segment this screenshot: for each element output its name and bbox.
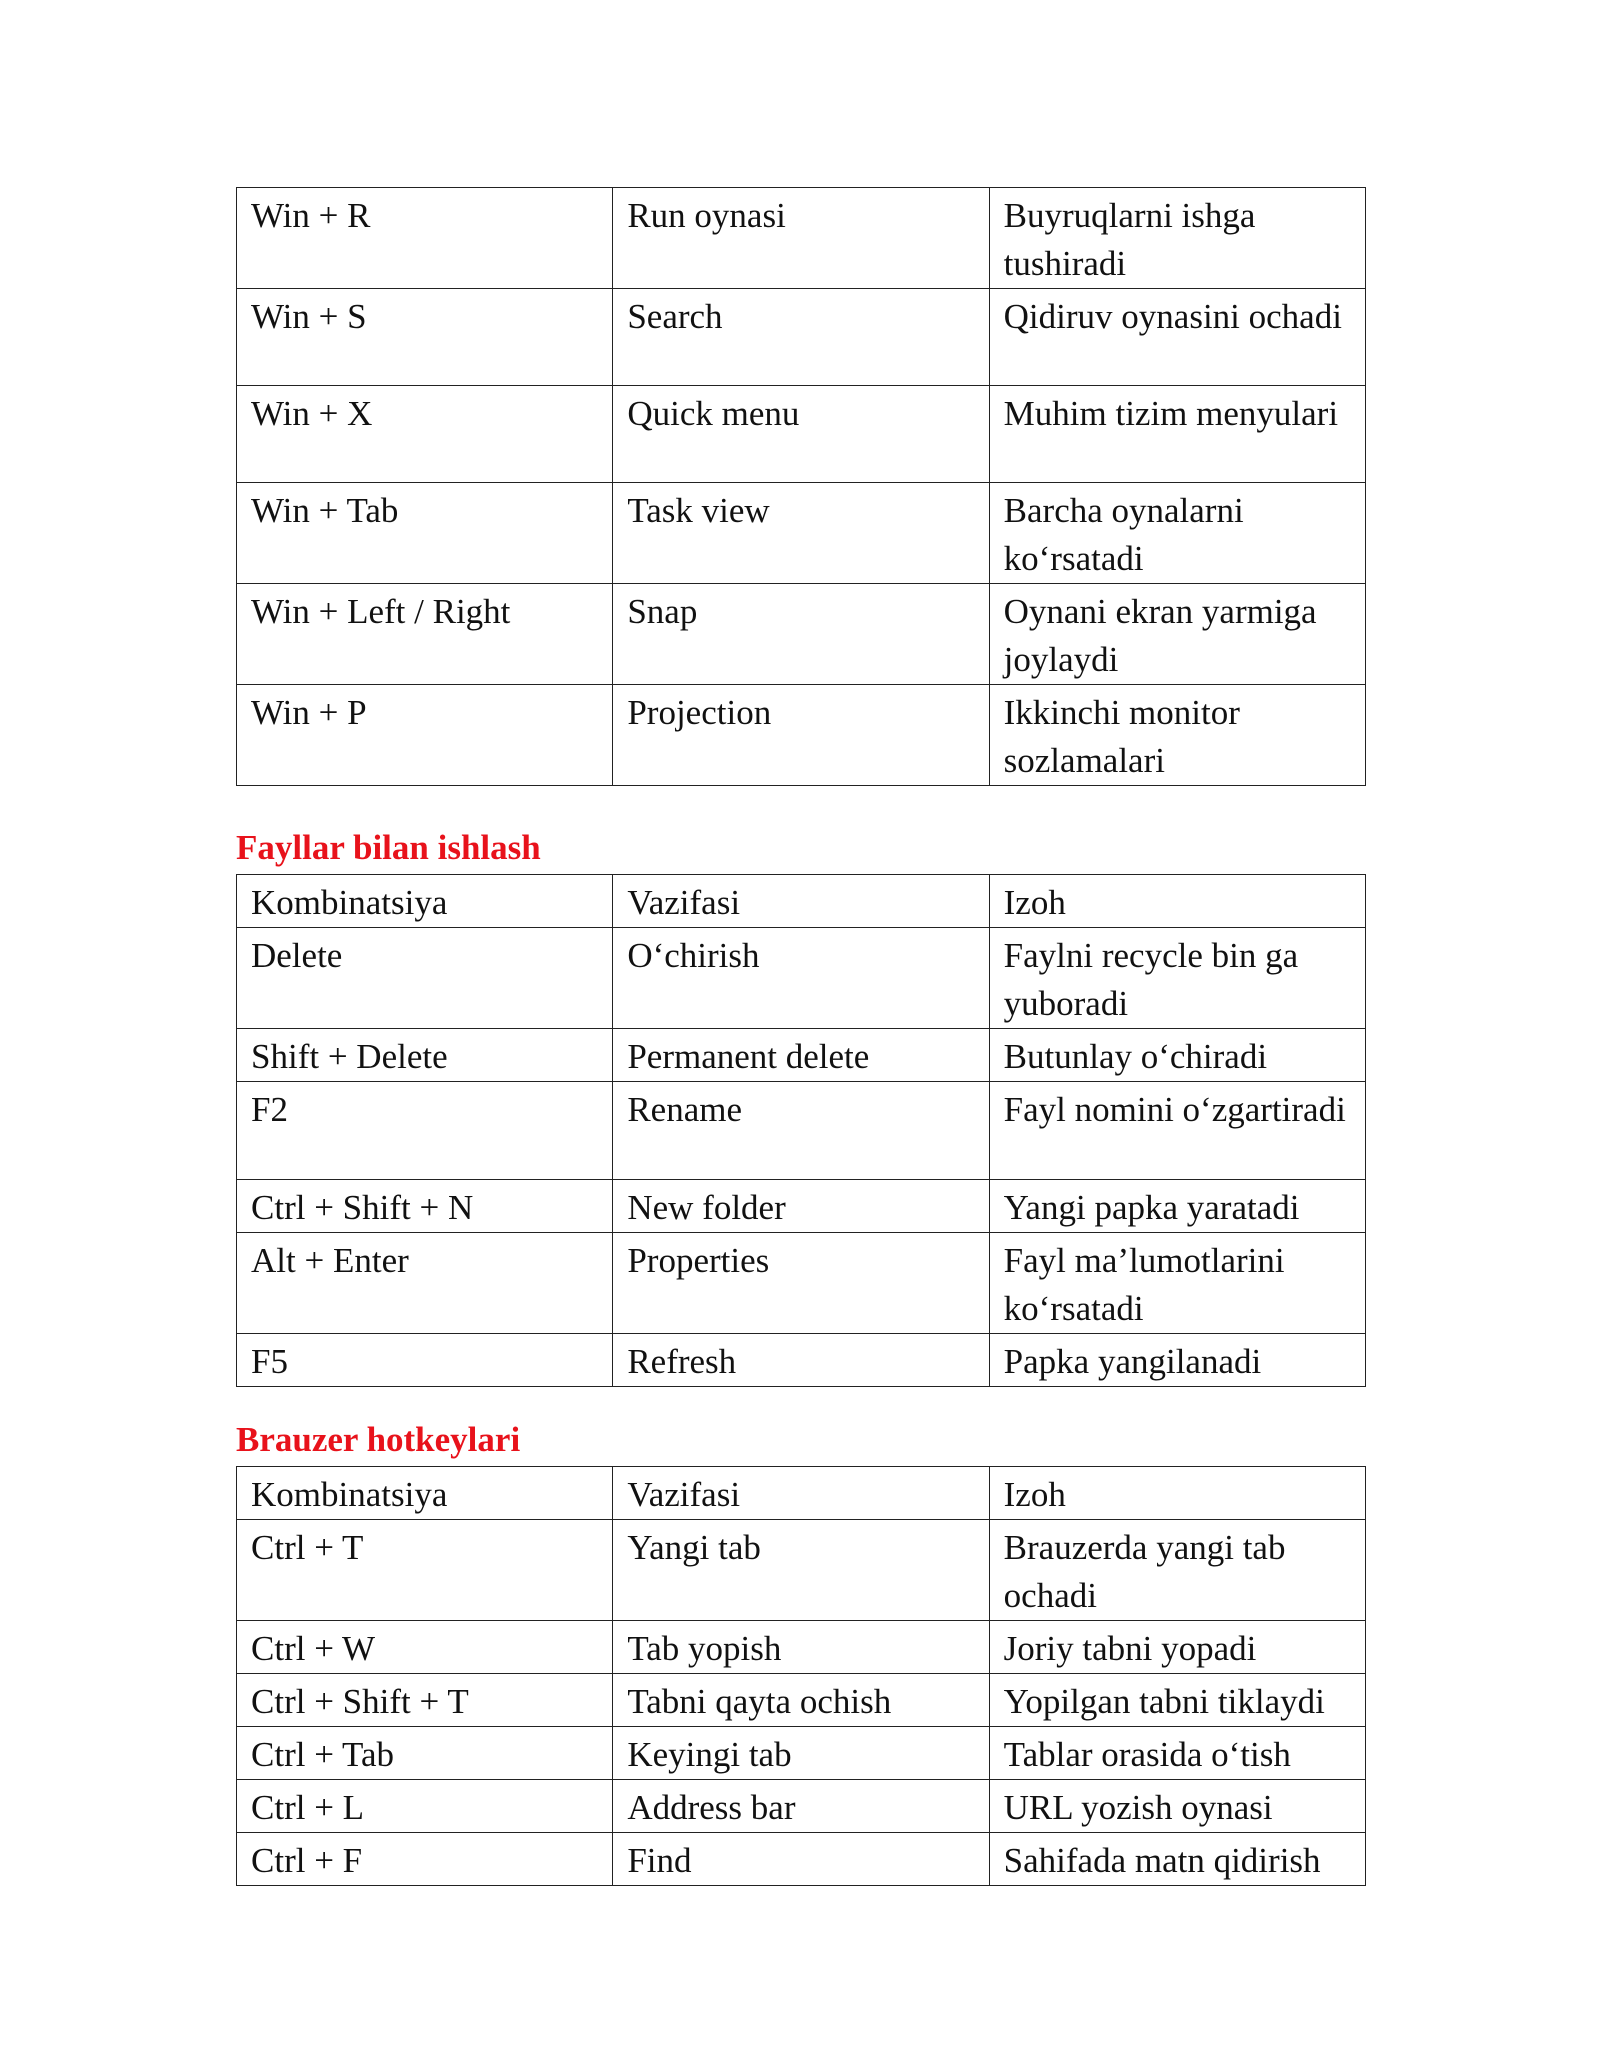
table-header-row — [237, 875, 1366, 928]
file-shortcuts-table — [236, 874, 1366, 1387]
table-row — [237, 1727, 1366, 1780]
shortcut-cell: Win + Tab — [237, 483, 613, 584]
table-row — [237, 188, 1366, 289]
table-row — [237, 1180, 1366, 1233]
shortcut-cell: Shift + Delete — [237, 1029, 613, 1082]
description-cell: Butunlay o‘chiradi — [989, 1029, 1365, 1082]
shortcut-cell: Ctrl + W — [237, 1621, 613, 1674]
table-row — [237, 1780, 1366, 1833]
table-row — [237, 289, 1366, 386]
function-cell: Permanent delete — [613, 1029, 989, 1082]
shortcut-cell: Ctrl + Shift + N — [237, 1180, 613, 1233]
shortcut-cell: Win + P — [237, 685, 613, 786]
function-cell: Search — [613, 289, 989, 386]
shortcut-cell: Ctrl + L — [237, 1780, 613, 1833]
description-cell: Fayl nomini o‘zgartiradi — [989, 1082, 1365, 1180]
function-cell: New folder — [613, 1180, 989, 1233]
column-header-function: Vazifasi — [613, 875, 989, 928]
description-cell: URL yozish oynasi — [989, 1780, 1365, 1833]
shortcut-cell: F5 — [237, 1334, 613, 1387]
shortcut-cell: Win + S — [237, 289, 613, 386]
description-cell: Oynani ekran yarmiga joylaydi — [989, 584, 1365, 685]
column-header-note: Izoh — [989, 875, 1365, 928]
table-row — [237, 386, 1366, 483]
function-cell: O‘chirish — [613, 928, 989, 1029]
table-row — [237, 1082, 1366, 1180]
description-cell: Yopilgan tabni tiklaydi — [989, 1674, 1365, 1727]
function-cell: Properties — [613, 1233, 989, 1334]
description-cell: Papka yangilanadi — [989, 1334, 1365, 1387]
function-cell: Find — [613, 1833, 989, 1886]
function-cell: Yangi tab — [613, 1520, 989, 1621]
description-cell: Brauzerda yangi tab ochadi — [989, 1520, 1365, 1621]
function-cell: Tabni qayta ochish — [613, 1674, 989, 1727]
windows-shortcuts-table — [236, 187, 1366, 786]
column-header-note: Izoh — [989, 1467, 1365, 1520]
table-row — [237, 1520, 1366, 1621]
table-row — [237, 1674, 1366, 1727]
table-row — [237, 1833, 1366, 1886]
description-cell: Qidiruv oynasini ochadi — [989, 289, 1365, 386]
shortcut-cell: Ctrl + T — [237, 1520, 613, 1621]
table-row — [237, 1621, 1366, 1674]
section-heading-browser: Brauzer hotkeylari — [236, 1420, 521, 1459]
shortcut-cell: Win + Left / Right — [237, 584, 613, 685]
table-row — [237, 1334, 1366, 1387]
description-cell: Ikkinchi monitor sozlamalari — [989, 685, 1365, 786]
shortcut-cell: Ctrl + Tab — [237, 1727, 613, 1780]
table-row — [237, 1029, 1366, 1082]
browser-shortcuts-table — [236, 1466, 1366, 1886]
function-cell: Task view — [613, 483, 989, 584]
description-cell: Barcha oynalarni ko‘rsatadi — [989, 483, 1365, 584]
function-cell: Run oynasi — [613, 188, 989, 289]
section-heading-files: Fayllar bilan ishlash — [236, 828, 541, 867]
function-cell: Projection — [613, 685, 989, 786]
shortcut-cell: Ctrl + Shift + T — [237, 1674, 613, 1727]
shortcut-cell: F2 — [237, 1082, 613, 1180]
description-cell: Faylni recycle bin ga yuboradi — [989, 928, 1365, 1029]
table-header-row — [237, 1467, 1366, 1520]
description-cell: Sahifada matn qidirish — [989, 1833, 1365, 1886]
function-cell: Tab yopish — [613, 1621, 989, 1674]
description-cell: Fayl ma’lumotlarini ko‘rsatadi — [989, 1233, 1365, 1334]
function-cell: Refresh — [613, 1334, 989, 1387]
shortcut-cell: Ctrl + F — [237, 1833, 613, 1886]
function-cell: Keyingi tab — [613, 1727, 989, 1780]
column-header-function: Vazifasi — [613, 1467, 989, 1520]
description-cell: Muhim tizim menyulari — [989, 386, 1365, 483]
description-cell: Buyruqlarni ishga tushiradi — [989, 188, 1365, 289]
description-cell: Joriy tabni yopadi — [989, 1621, 1365, 1674]
column-header-combination: Kombinatsiya — [237, 1467, 613, 1520]
shortcut-cell: Win + R — [237, 188, 613, 289]
shortcut-cell: Delete — [237, 928, 613, 1029]
table-row — [237, 584, 1366, 685]
description-cell: Yangi papka yaratadi — [989, 1180, 1365, 1233]
table-row — [237, 483, 1366, 584]
function-cell: Address bar — [613, 1780, 989, 1833]
column-header-combination: Kombinatsiya — [237, 875, 613, 928]
table-row — [237, 685, 1366, 786]
table-row — [237, 1233, 1366, 1334]
shortcut-cell: Alt + Enter — [237, 1233, 613, 1334]
function-cell: Rename — [613, 1082, 989, 1180]
shortcut-cell: Win + X — [237, 386, 613, 483]
table-row — [237, 928, 1366, 1029]
description-cell: Tablar orasida o‘tish — [989, 1727, 1365, 1780]
function-cell: Snap — [613, 584, 989, 685]
function-cell: Quick menu — [613, 386, 989, 483]
